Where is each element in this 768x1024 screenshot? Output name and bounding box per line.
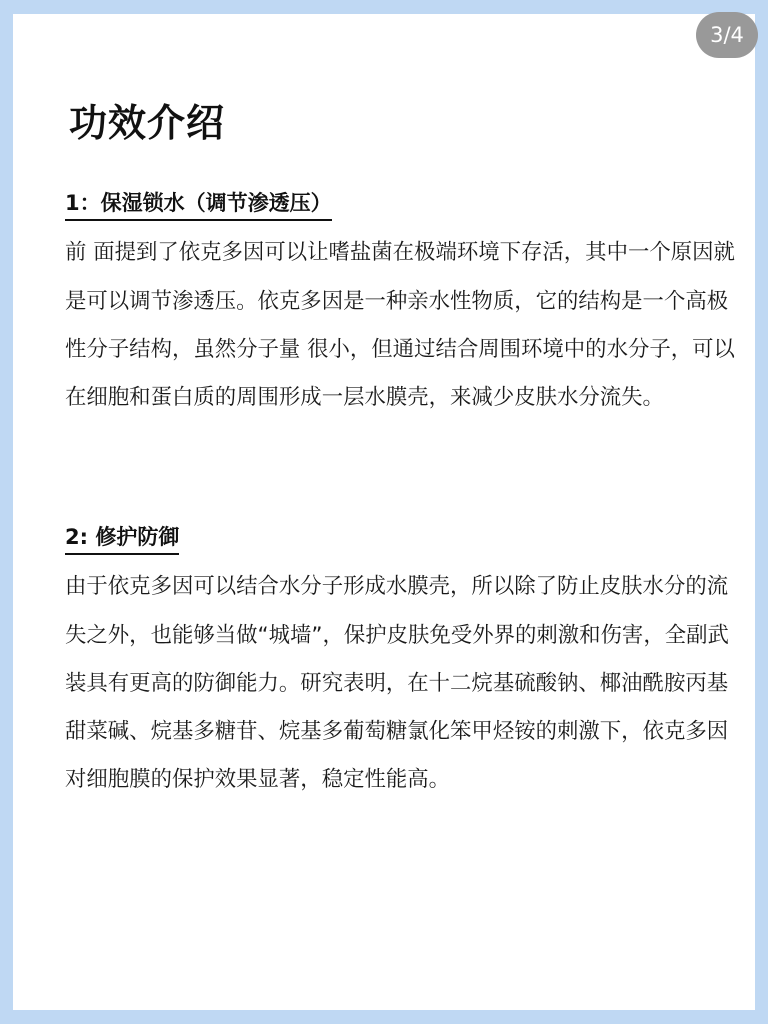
section-moisturizing [65,190,735,422]
content-card [13,14,755,1010]
section-heading-text: 1：保湿锁水（调节渗透压） [65,190,332,221]
page-title: 功效介绍 [69,101,226,145]
section-repair-defense [65,524,735,805]
section-body: 前 面提到了依克多因可以让嗜盐菌在极端环境下存活，其中一个原因就是可以调节渗透压。依克多因是一种亲水性物质，它的结构是一个高极性分子结构，虽然分子量 很小，但通过结合周围环境中的水分子，可以在细胞和蛋白质的周围形成一层水膜壳，来减少皮肤水分流失。 [65,240,735,411]
section-heading [65,524,735,555]
section-heading-text: 2: 修护防御 [65,524,179,555]
section-body: 由于依克多因可以结合水分子形成水膜壳，所以除了防止皮肤水分的流失之外，也能够当做“城墙”，保护皮肤免受外界的刺激和伤害，全副武装具有更高的防御能力。研究表明，在十二烷基硫酸钠、椰油酰胺丙基甜菜碱、烷基多糖苷、烷基多葡萄糖氯化笨甲烃铵的刺激下，依克多因对细胞膜的保护效果显著，稳定性能高。 [65,574,729,793]
section-heading [65,190,735,221]
page-indicator-badge: 3/4 [696,12,758,58]
